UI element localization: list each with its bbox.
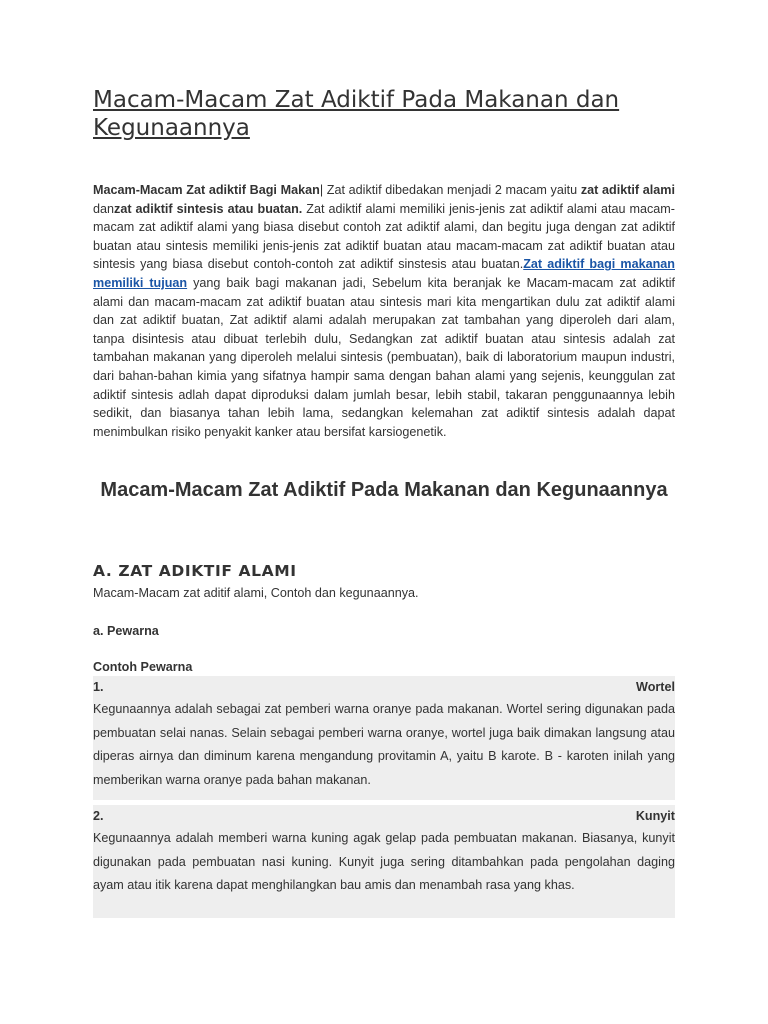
example-item-2-description: Kegunaannya adalah memberi warna kuning agak gelap pada pembuatan makanan. Biasanya, kunyit digunakan pada pembuatan nasi kuning. Kunyit juga sering ditambahkan pada pengolahan daging ayam atau itik karena dapat menghilangkan bau amis dan menambah rasa yang khas. — [93, 831, 675, 892]
examples-label: Contoh Pewarna — [93, 660, 193, 674]
example-item-2 — [93, 805, 675, 918]
intro-bold-2: zat adiktif sintesis atau buatan. — [114, 201, 303, 216]
subsection-title: a. Pewarna — [93, 624, 159, 638]
intro-text-1: Zat adiktif dibedakan menjadi 2 macam yaitu — [326, 183, 581, 197]
example-item-1-header — [93, 676, 675, 698]
section-heading: Macam-Macam Zat Adiktif Pada Makanan dan Kegunaannya — [100, 479, 668, 501]
example-item-1-number: 1. — [93, 680, 104, 694]
intro-bold-1: zat adiktif alami — [580, 183, 675, 197]
document-title: Macam-Macam Zat Adiktif Pada Makanan dan Kegunaannya — [93, 87, 620, 141]
intro-text-3: Zat adiktif alami memiliki jenis-jenis zat adiktif alami atau macam-macam zat adiktif alami yang biasa disebut contoh zat adiktif alami, dan begitu juga dengan zat adiktif buatan atau sintesis memiliki jenis-jenis zat adiktif buatan atau macam-macam zat adiktif buatan atau sintesis yang biasa disebut contoh-contoh zat adiktif sinstesis atau buatan. — [93, 201, 675, 272]
example-item-1-name: Wortel — [636, 680, 675, 694]
intro-text-4: yang baik bagi makanan jadi, Sebelum kita beranjak ke Macam-macam zat adiktif alami dan macam-macam zat adiktif buatan atau sintesis mari kita mengartikan dulu zat adiktif alami dan zat adiktif buatan, Zat adiktif alami adalah merupakan zat tambahan yang diperoleh dari alam, tanpa disintesis atau dibuat terlebih dulu, Sedangkan zat adiktif buatan atau sintesis adalah zat tambahan makanan yang diperoleh melalui sintesis (pembuatan), baik di laboratorium maupun industri, dari bahan-bahan kimia yang sifatnya hampir sama dengan bahan alami yang sejenis, keunggulan zat adiktif sintesis adlah dapat diproduksi dalam jumlah besar, lebih stabil, takaran penggunaannya lebih sedikit, dan biasanya tahan lebih lama, sedangkan kelemahan zat adiktif sintesis adalah dapat menimbulkan risiko penyakit kanker atau bersifat karsiogenetik. — [93, 275, 675, 439]
intro-link[interactable]: Zat adiktif bagi makanan memiliki tujuan — [93, 257, 675, 290]
intro-text-2: dan — [93, 201, 115, 216]
section-a-title: A. ZAT ADIKTIF ALAMI — [93, 562, 297, 580]
intro-separator: | — [319, 183, 327, 197]
intro-lead: Macam-Macam Zat adiktif Bagi Makan — [93, 183, 320, 197]
example-item-2-name: Kunyit — [635, 809, 675, 823]
section-a-subtitle: Macam-Macam zat aditif alami, Contoh dan kegunaannya. — [93, 586, 419, 600]
example-item-2-number: 2. — [93, 809, 104, 823]
example-item-1-description: Kegunaannya adalah sebagai zat pemberi warna oranye pada makanan. Wortel sering digunakan pada pembuatan selai nanas. Selain sebagai pemberi warna oranye, wortel juga baik dimakan langsung atau diperas airnya dan diminum karena mengandung provitamin A, yaitu B karote. B - karoten inilah yang memberikan warna oranye pada bahan makanan. — [93, 702, 675, 787]
intro-paragraph — [93, 181, 675, 441]
example-item-2-header — [93, 805, 675, 827]
example-item-1 — [93, 676, 675, 800]
